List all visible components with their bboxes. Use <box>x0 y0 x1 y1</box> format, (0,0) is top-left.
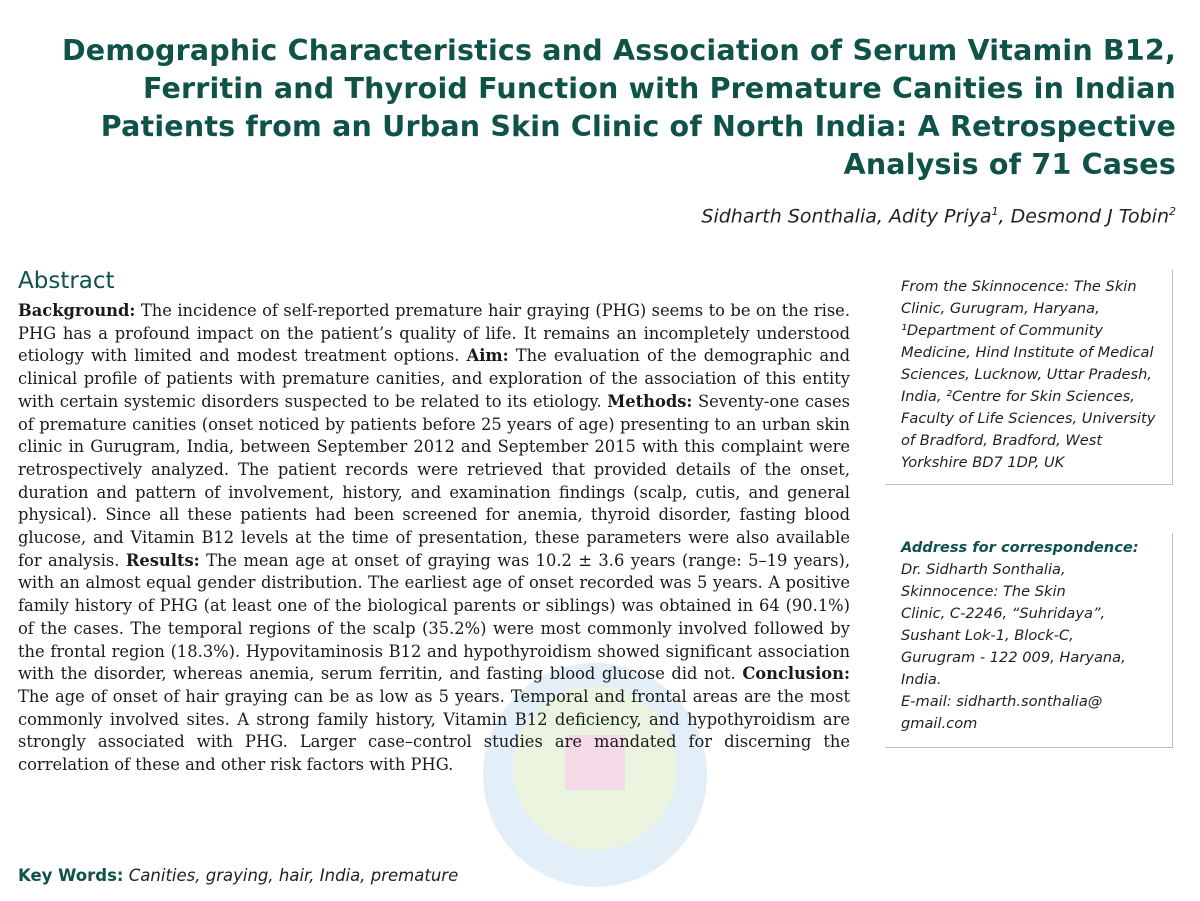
methods-label: Methods: <box>607 391 693 411</box>
aim-label: Aim: <box>466 346 509 366</box>
author-affiliation-mark: 2 <box>1169 205 1176 218</box>
correspondence-line: Gurugram - 122 009, Haryana, <box>901 649 1126 666</box>
conclusion-label: Conclusion: <box>742 664 850 684</box>
correspondence-email: E-mail: sidharth.sonthalia@ <box>901 693 1103 710</box>
correspondence-box <box>885 533 1173 748</box>
correspondence-line: Clinic, C-2246, “Suhridaya”, <box>901 605 1106 622</box>
author-name: Desmond J Tobin <box>1010 205 1169 228</box>
abstract-section <box>18 266 850 777</box>
correspondence-heading: Address for correspondence: <box>901 539 1139 556</box>
abstract-body <box>18 300 850 777</box>
correspondence-line: India. <box>901 671 942 688</box>
results-label: Results: <box>125 550 200 570</box>
keywords-label: Key Words: <box>18 866 124 885</box>
correspondence-line: Dr. Sidharth Sonthalia, <box>901 561 1066 578</box>
aim-text: The evaluation of the demographic and clinical profile of patients with premature canities, and exploration of the association of this entity with certain systemic disorders suspected to be related to its etiology. <box>18 346 851 411</box>
background-text: The incidence of self-reported premature hair graying (PHG) seems to be on the rise. PHG has a profound impact on the patient’s quality of life. It remains an incompletely understood etiology with limited and modest treatment options. <box>18 301 850 366</box>
correspondence-address <box>901 559 1164 735</box>
author-name: Adity Priya <box>888 205 992 228</box>
title-block <box>26 32 1176 184</box>
keywords <box>18 866 458 885</box>
author-name: Sidharth Sonthalia <box>701 205 877 228</box>
correspondence-line: Sushant Lok-1, Block-C, <box>901 627 1074 644</box>
affiliation-text: From the Skinnocence: The Skin Clinic, Gurugram, Haryana, ¹Department of Community Medicine, Hind Institute of Medical Sciences, Lucknow, Uttar Pradesh, India, ²Centre for Skin Sciences, Faculty of Life Sciences, University of Bradford, Bradford, West Yorkshire BD7 1DP, UK <box>901 278 1156 471</box>
author-list: Sidharth Sonthalia, Adity Priya$^1$, Desmond J Tobin$^2$ <box>701 205 1176 228</box>
author-affiliation-mark: 1 <box>991 205 999 218</box>
keywords-value: Canities, graying, hair, India, premature <box>128 866 459 885</box>
conclusion-text: The age of onset of hair graying can be as low as 5 years. Temporal and frontal areas are the most commonly involved sites. A strong family history, Vitamin B12 deficiency, and hypothyroidism are strongly associated with PHG. Larger case–control studies are mandated for discerning the correlation of these and other risk factors with PHG. <box>18 686 850 775</box>
abstract-heading: Abstract <box>18 268 115 294</box>
methods-text: Seventy-one cases of premature canities (onset noticed by patients before 25 years of age) presenting to an urban skin clinic in Gurugram, India, between September 2012 and September 2015 with this complaint were retrospectively analyzed. The patient records were retrieved that provided details of the onset, duration and pattern of involvement, history, and examination findings (scalp, cutis, and general physical). Since all these patients had been screened for anemia, thyroid disorder, fasting blood glucose, and Vitamin B12 levels at the time of presentation, these parameters were also available for analysis. <box>18 391 851 570</box>
affiliation-box <box>885 270 1173 485</box>
article-title: Demographic Characteristics and Association of Serum Vitamin B12, Ferritin and Thyroid Function with Premature Canities in Indian Patients from an Urban Skin Clinic of North India: A Retrospective Analysis of 71 Cases <box>61 34 1176 181</box>
correspondence-email: gmail.com <box>901 715 978 732</box>
results-text: The mean age at onset of graying was 10.2 ± 3.6 years (range: 5–19 years), with an almost equal gender distribution. The earliest age of onset recorded was 5 years. A positive family history of PHG (at least one of the biological parents or siblings) was obtained in 64 (90.1%) of the cases. The temporal regions of the scalp (35.2%) were most commonly involved followed by the frontal region (18.3%). Hypovitaminosis B12 and hypothyroidism showed significant association with the disorder, whereas anemia, serum ferritin, and fasting blood glucose did not. <box>18 550 850 684</box>
correspondence-line: Skinnocence: The Skin <box>901 583 1066 600</box>
background-label: Background: <box>18 301 136 320</box>
